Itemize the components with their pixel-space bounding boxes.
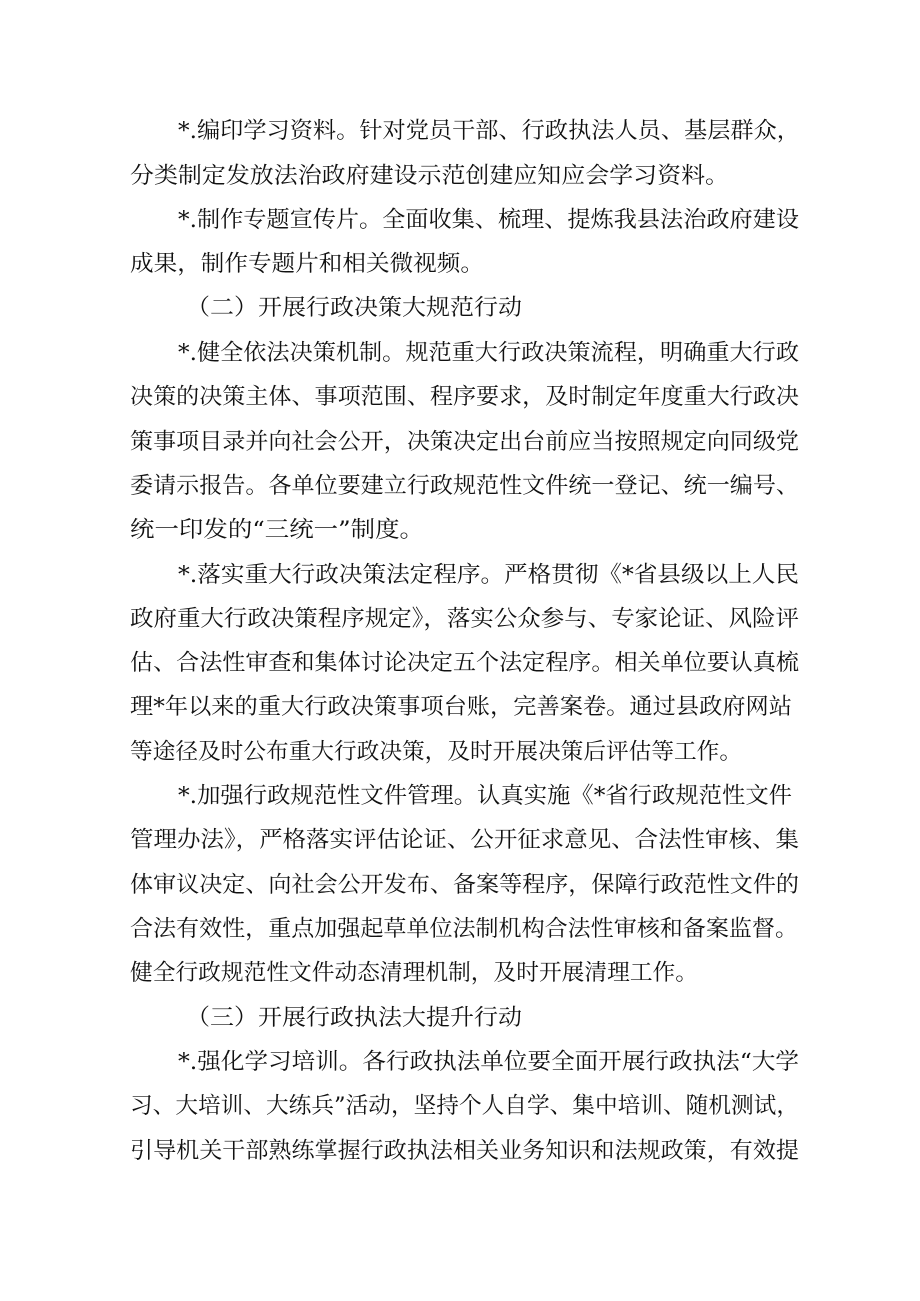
- text-line: *.健全依法决策机制。规范重大行政决策流程，明确重大行政: [178, 340, 799, 366]
- text-line: *.加强行政规范性文件管理。认真实施《*省行政规范性文件: [178, 783, 792, 809]
- text-line: 统一印发的“三统一”制度。: [130, 517, 424, 543]
- text-line: 委请示报告。各单位要建立行政规范性文件统一登记、统一编号、: [130, 473, 799, 499]
- text-line: *.落实重大行政决策法定程序。严格贯彻《*省县级以上人民: [178, 562, 800, 588]
- text-line: 合法有效性，重点加强起草单位法制机构合法性审核和备案监督。: [130, 916, 798, 942]
- text-line: 管理办法》，严格落实评估论证、公开征求意见、合法性审核、集: [130, 827, 800, 853]
- text-line: 策事项目录并向社会公开，决策决定出台前应当按照规定向同级党: [130, 429, 799, 455]
- text-line: 分类制定发放法治政府建设示范创建应知应会学习资料。: [130, 163, 729, 189]
- text-line: *.制作专题宣传片。全面收集、梳理、提炼我县法治政府建设: [178, 207, 799, 233]
- text-line: 成果，制作专题片和相关微视频。: [130, 251, 484, 277]
- text-line: *.强化学习培训。各行政执法单位要全面开展行政执法“大学: [178, 1049, 799, 1075]
- text-line: 等途径及时公布重大行政决策，及时开展决策后评估等工作。: [130, 739, 742, 765]
- text-line: 理*年以来的重大行政决策事项台账，完善案卷。通过县政府网站: [130, 694, 792, 720]
- text-line: 引导机关干部熟练掌握行政执法相关业务知识和法规政策，有效提: [130, 1138, 799, 1164]
- text-line: *.编印学习资料。针对党员干部、行政执法人员、基层群众，: [178, 118, 800, 144]
- section-heading: （三）开展行政执法大提升行动: [186, 1005, 522, 1031]
- text-line: 决策的决策主体、事项范围、程序要求，及时制定年度重大行政决: [130, 384, 799, 410]
- text-line: 政府重大行政决策程序规定》，落实公众参与、专家论证、风险评: [130, 606, 800, 632]
- text-line: 体审议决定、向社会公开发布、备案等程序，保障行政范性文件的: [130, 872, 799, 898]
- text-line: 健全行政规范性文件动态清理机制，及时开展清理工作。: [130, 960, 698, 986]
- text-line: 习、大培训、大练兵”活动，坚持个人自学、集中培训、随机测试，: [130, 1093, 799, 1119]
- section-heading: （二）开展行政决策大规范行动: [186, 295, 522, 321]
- text-line: 估、合法性审查和集体讨论决定五个法定程序。相关单位要认真梳: [130, 650, 799, 676]
